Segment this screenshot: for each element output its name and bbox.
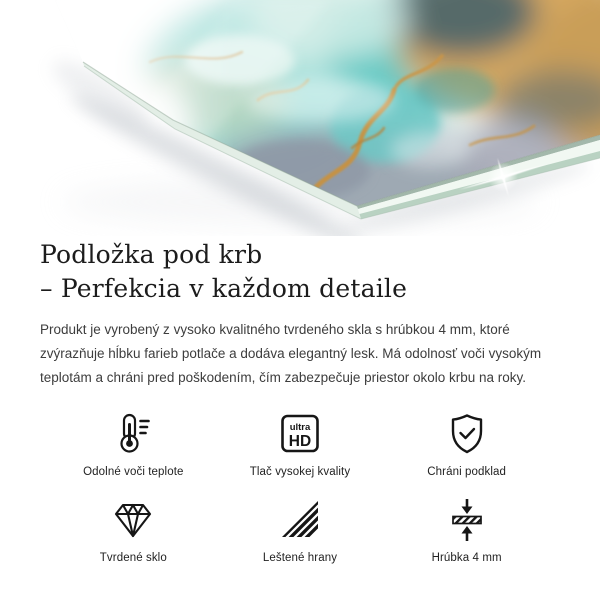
feature-label: Leštené hrany	[262, 552, 338, 564]
svg-text:HD: HD	[288, 433, 312, 450]
feature-protects-floor	[383, 410, 550, 478]
feature-tempered-glass	[50, 496, 217, 564]
feature-grid	[50, 410, 550, 564]
title-line-1: Podložka pod krb	[40, 240, 263, 269]
polished-edge-icon	[278, 496, 322, 544]
feature-print-quality	[217, 410, 384, 478]
feature-label: Tvrdené sklo	[99, 552, 167, 564]
feature-heat-resistant	[50, 410, 217, 478]
svg-text:ultra: ultra	[289, 422, 311, 433]
feature-label: Odolné voči teplote	[83, 466, 184, 478]
shield-check-icon	[445, 410, 489, 458]
thermometer-icon	[111, 410, 155, 458]
diamond-icon	[111, 496, 155, 544]
feature-label: Tlač vysokej kvality	[249, 466, 351, 478]
product-content	[0, 236, 600, 564]
feature-label: Chráni podklad	[427, 466, 507, 478]
product-description: Produkt je vyrobený z vysoko kvalitného tvrdeného skla s hrúbkou 4 mm, ktoré zvýrazňuje hĺbku farieb potlače a dodáva elegantný lesk. Má odolnosť voči vysokým teplotám a chráni pred poškodením, čím zabezpečuje priestor okolo krbu na roky.	[40, 322, 542, 385]
feature-label: Hrúbka 4 mm	[431, 552, 502, 564]
thickness-arrows-icon	[445, 496, 489, 544]
feature-thickness	[383, 496, 550, 564]
title-line-2: – Perfekcia v každom detaile	[40, 274, 408, 303]
hero-image	[0, 0, 600, 236]
product-image	[0, 0, 600, 236]
feature-polished-edges	[217, 496, 384, 564]
page-title	[40, 238, 560, 306]
ultra-hd-icon	[278, 410, 322, 458]
